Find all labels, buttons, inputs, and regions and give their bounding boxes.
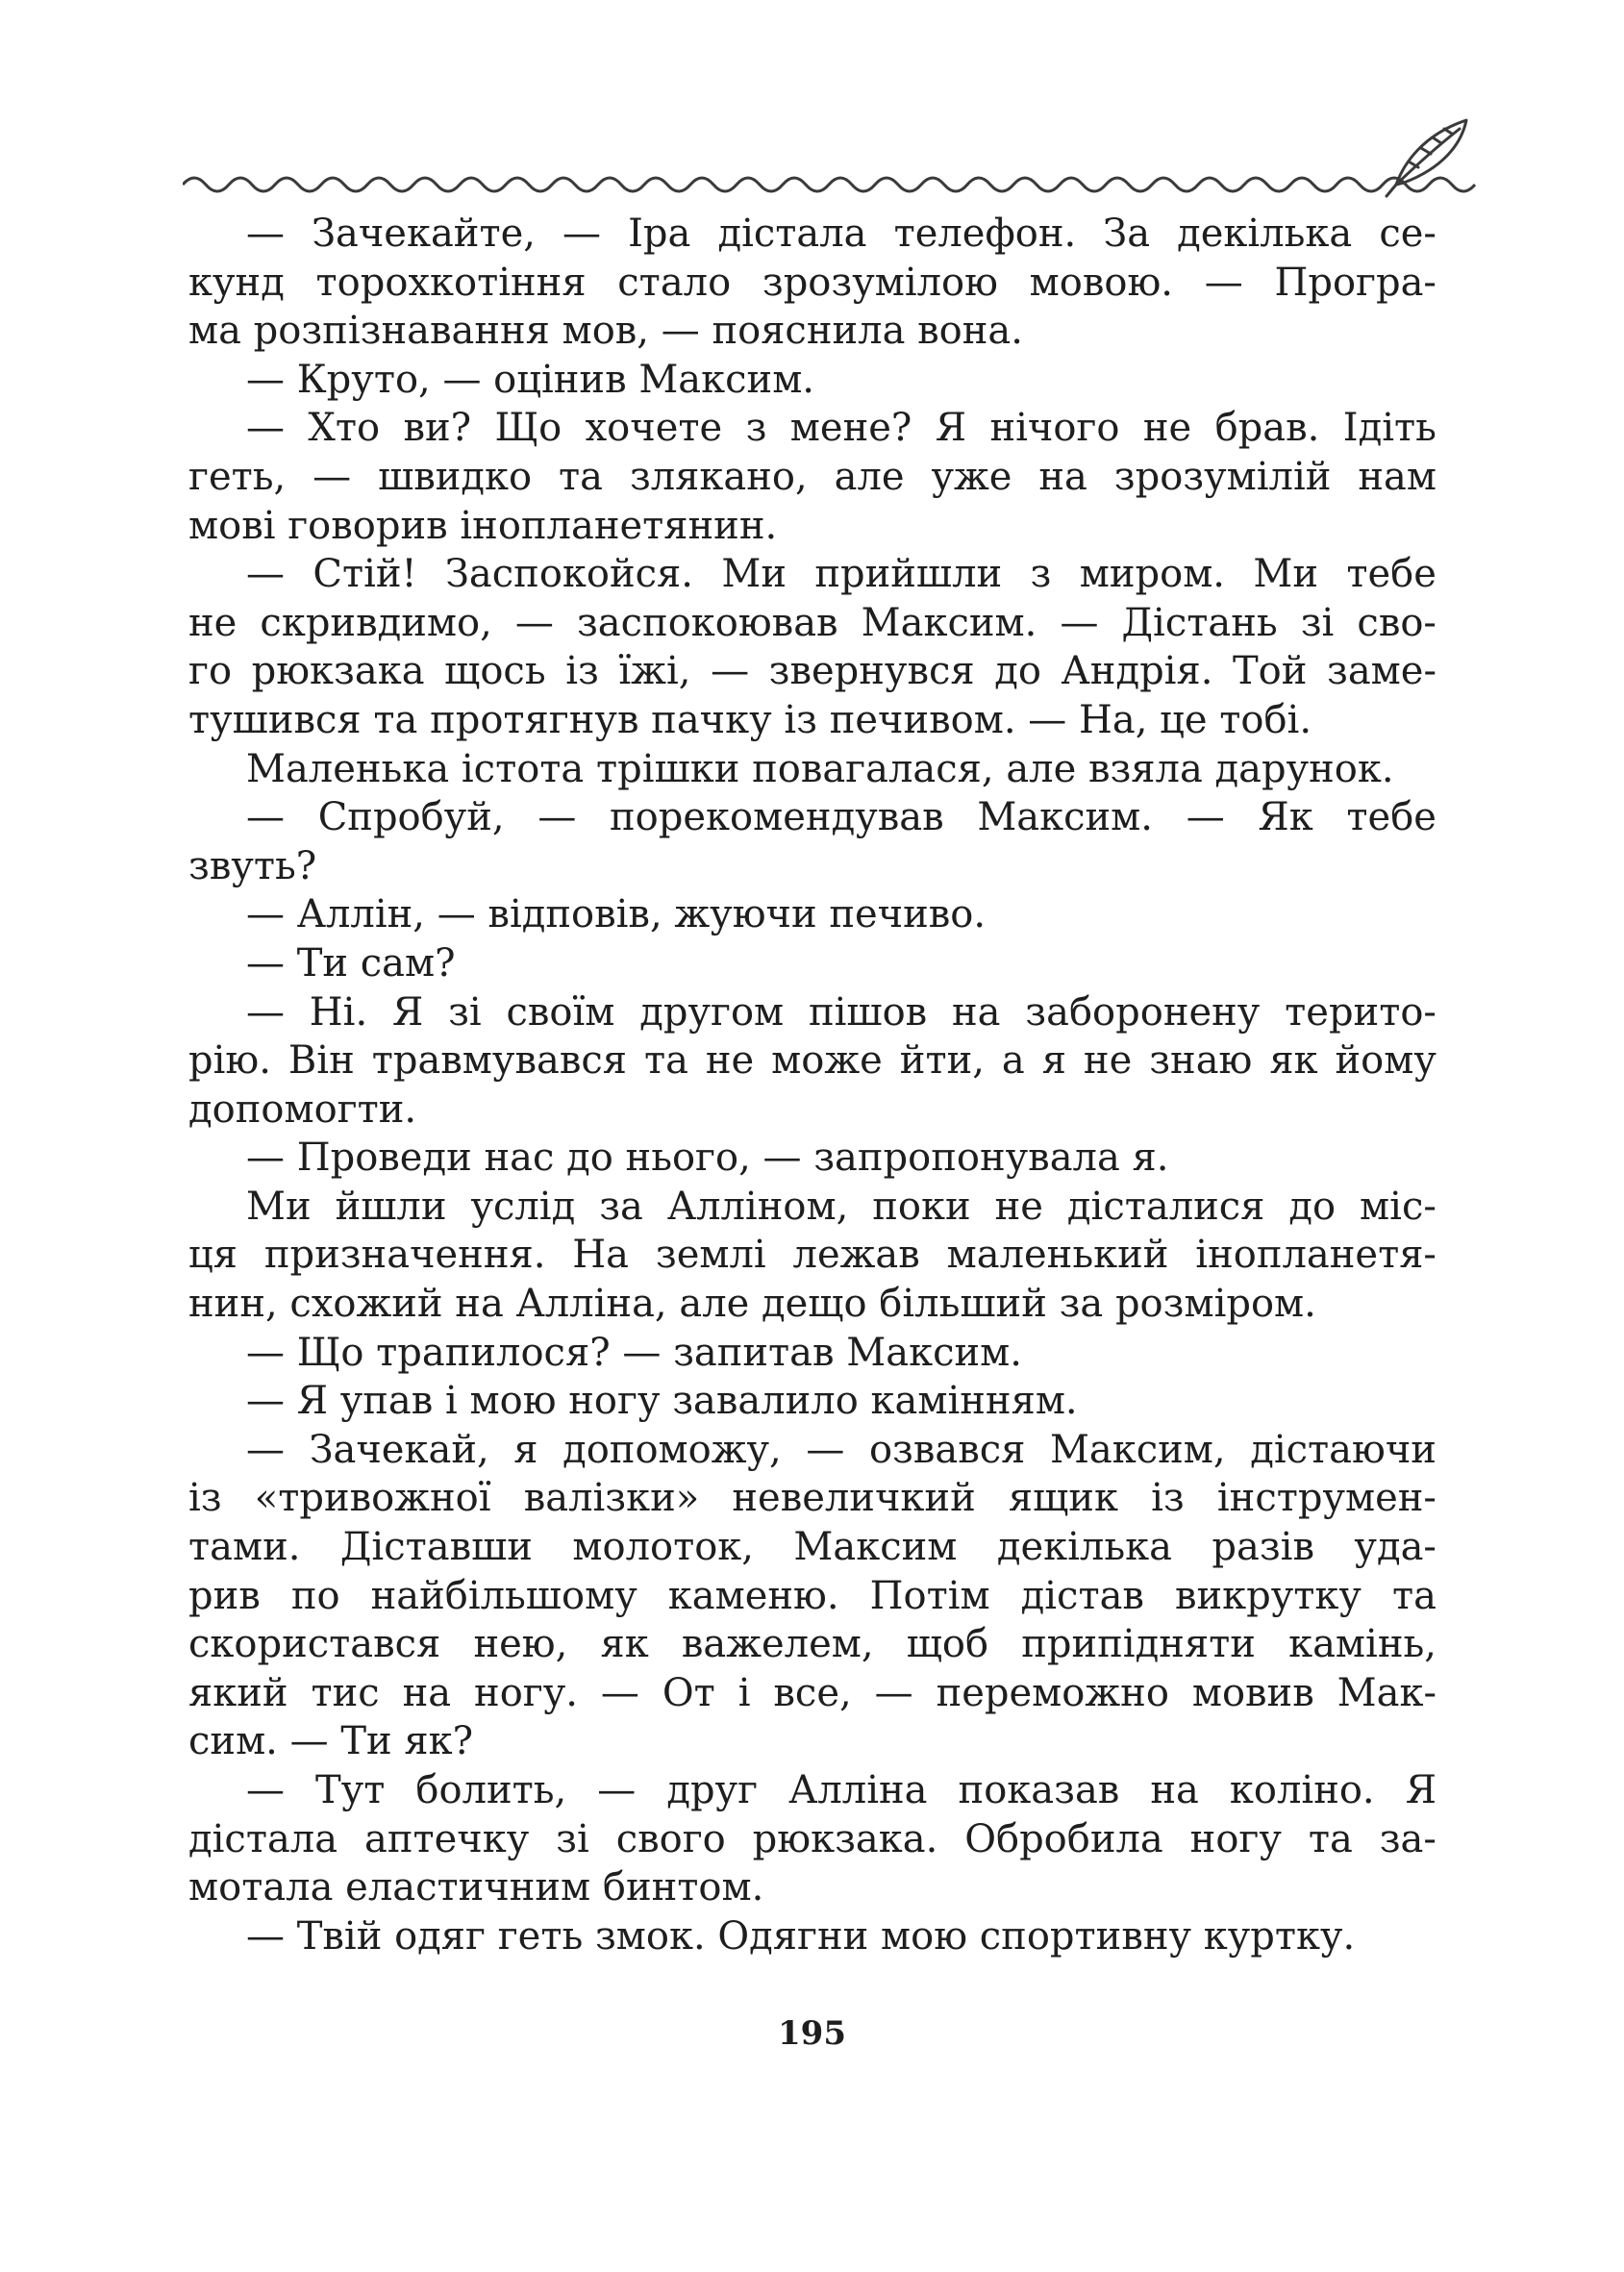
word: озвався — [868, 1427, 1026, 1472]
body-text — [188, 210, 1437, 1960]
word: по — [290, 1573, 340, 1618]
word: валізки» — [523, 1476, 700, 1521]
word: заспокоював — [576, 600, 838, 645]
text-line — [188, 1523, 1437, 1572]
word: дістала — [188, 1816, 338, 1861]
word: Ідіть — [1342, 406, 1437, 451]
word: із — [1151, 1476, 1185, 1521]
word: — — [597, 1768, 637, 1812]
word: Хто — [308, 406, 381, 451]
text-line — [188, 1426, 1437, 1475]
word: Стій! — [312, 552, 417, 597]
text-line-content: ма розпізнавання мов, — пояснила вона. — [188, 309, 1023, 354]
word: на — [951, 989, 1001, 1035]
word: Я — [1405, 1768, 1437, 1812]
text-line — [188, 890, 1437, 939]
word: нічого — [989, 406, 1120, 451]
word: разів — [1212, 1525, 1314, 1570]
word: Заспокойся. — [444, 552, 693, 597]
word: йшли — [335, 1184, 447, 1229]
word: ви? — [403, 406, 472, 451]
text-line — [188, 259, 1437, 308]
word: мене? — [789, 406, 912, 451]
word: на — [1038, 454, 1087, 499]
text-line — [188, 404, 1437, 453]
word: Ми — [1253, 552, 1319, 597]
word: щоб — [906, 1622, 989, 1667]
word: Максим — [793, 1525, 958, 1570]
word: звернувся — [768, 649, 975, 694]
word: невеличкий — [732, 1476, 976, 1521]
word: їжі, — [618, 649, 691, 694]
text-line — [188, 745, 1437, 794]
word: зі — [448, 989, 482, 1035]
word: як — [600, 1622, 649, 1667]
text-line — [188, 1863, 1437, 1912]
word: нам — [1358, 454, 1437, 499]
word: болить, — [415, 1768, 567, 1812]
word: але — [834, 454, 905, 499]
word: декілька — [996, 1525, 1172, 1570]
word: та — [643, 1038, 688, 1084]
word: Ні. — [309, 989, 368, 1035]
word: дістала — [717, 212, 867, 256]
word: — — [246, 989, 285, 1035]
word: друг — [666, 1768, 759, 1812]
word: — — [562, 212, 602, 256]
word: — — [1060, 600, 1099, 645]
word: брав. — [1214, 406, 1320, 451]
text-line — [188, 1231, 1437, 1280]
word: За — [1103, 212, 1151, 256]
word: — — [246, 795, 285, 840]
word: швидко — [378, 454, 533, 499]
wavy-line — [183, 178, 1475, 191]
word: камінь, — [1288, 1622, 1437, 1667]
word: скривдимо, — [260, 600, 492, 645]
word: і — [737, 1670, 751, 1715]
text-line — [188, 599, 1437, 648]
text-line-content: звуть? — [188, 843, 317, 888]
word: геть, — [188, 454, 287, 499]
text-line — [188, 647, 1437, 696]
word: телефон. — [893, 212, 1077, 256]
word: тис — [311, 1670, 380, 1715]
text-line — [188, 210, 1437, 259]
text-line — [188, 1912, 1437, 1961]
word: травмувався — [371, 1038, 627, 1084]
word: не — [1142, 406, 1192, 451]
word: хочете — [585, 406, 723, 451]
word: допоможу, — [562, 1427, 782, 1472]
word: маленький — [946, 1233, 1169, 1278]
word: злякано, — [629, 454, 808, 499]
text-line — [188, 696, 1437, 745]
word: коліно. — [1229, 1768, 1375, 1812]
word: не — [188, 600, 237, 645]
word: пішов — [808, 989, 928, 1035]
word: Алліном, — [666, 1184, 849, 1229]
text-line — [188, 988, 1437, 1037]
word: Що — [494, 406, 562, 451]
word: аптечку — [363, 1816, 530, 1861]
word: може — [771, 1038, 883, 1084]
word: ногу. — [474, 1670, 578, 1715]
word: рію. — [188, 1038, 271, 1084]
word: щось — [444, 649, 546, 694]
word: Обробила — [964, 1816, 1163, 1861]
word: рюкзака — [251, 649, 425, 694]
word: каменю. — [667, 1573, 839, 1618]
word: зрозумілою — [762, 260, 998, 305]
word: переможно — [936, 1670, 1169, 1715]
word: — — [711, 649, 750, 694]
word: прийшли — [814, 552, 1003, 597]
text-line-content: Маленька істота трішки повагалася, але взяла дарунок. — [246, 746, 1394, 791]
text-line — [188, 1134, 1437, 1183]
word: Андрія. — [1061, 649, 1213, 694]
word: — — [1186, 795, 1225, 840]
word: за — [599, 1184, 643, 1229]
word: як — [1269, 1038, 1318, 1084]
word: миром. — [1079, 552, 1226, 597]
word: Максим. — [977, 795, 1154, 840]
word: — — [806, 1427, 845, 1472]
word: заме- — [1327, 649, 1437, 694]
word: найбільшому — [370, 1573, 637, 1618]
word: Зачекайте, — [312, 212, 536, 256]
word: Іра — [628, 212, 691, 256]
text-line — [188, 1572, 1437, 1621]
word: уже — [931, 454, 1012, 499]
wavy-line-with-quill-icon — [183, 106, 1500, 212]
word: Ми — [246, 1184, 312, 1229]
word: мовив — [1191, 1670, 1314, 1715]
word: та — [1308, 1816, 1353, 1861]
word: Ми — [721, 552, 787, 597]
text-line — [188, 502, 1437, 551]
word: за- — [1379, 1816, 1437, 1861]
word: дісталися — [1066, 1184, 1265, 1229]
text-line-content: — Ти сам? — [246, 940, 456, 986]
word: тебе — [1346, 552, 1437, 597]
word: Діставши — [339, 1525, 533, 1570]
text-line — [188, 842, 1437, 891]
word: нею, — [473, 1622, 568, 1667]
text-line — [188, 1474, 1437, 1523]
text-line — [188, 1377, 1437, 1426]
word: Я — [391, 989, 424, 1035]
word: із — [188, 1476, 222, 1521]
word: рюкзака. — [752, 1816, 938, 1861]
word: своїм — [506, 989, 615, 1035]
word: — — [600, 1670, 639, 1715]
word: який — [188, 1670, 288, 1715]
word: йому — [1335, 1038, 1437, 1084]
word: ця — [188, 1233, 237, 1278]
text-line-content: — Круто, — оцінив Максим. — [246, 357, 815, 402]
word: та — [559, 454, 604, 499]
text-line — [188, 1766, 1437, 1815]
word: сво- — [1357, 600, 1437, 645]
text-line — [188, 1183, 1437, 1232]
word: з — [745, 406, 767, 451]
word: на — [1150, 1768, 1199, 1812]
word: все, — [773, 1670, 852, 1715]
word: От — [662, 1670, 715, 1715]
word: — — [246, 1427, 285, 1472]
word: дістав — [1020, 1573, 1144, 1618]
word: скористався — [188, 1622, 441, 1667]
text-line-content: нин, схожий на Алліна, але дещо більший за розміром. — [188, 1282, 1316, 1327]
word: — — [537, 795, 577, 840]
word: услід — [470, 1184, 576, 1229]
word: не — [994, 1184, 1043, 1229]
text-line — [188, 550, 1437, 599]
word: уда- — [1354, 1525, 1437, 1570]
word: ящик — [1008, 1476, 1118, 1521]
text-line — [188, 1669, 1437, 1718]
text-line — [188, 1815, 1437, 1864]
word: се- — [1379, 212, 1437, 256]
text-line — [188, 1329, 1437, 1378]
word: зрозумілій — [1113, 454, 1332, 499]
word: На — [572, 1233, 630, 1278]
word: важелем, — [681, 1622, 874, 1667]
word: землі — [655, 1233, 766, 1278]
word: Потім — [869, 1573, 990, 1618]
word: молоток, — [572, 1525, 754, 1570]
word: заборонену — [1025, 989, 1261, 1035]
word: показав — [958, 1768, 1120, 1812]
word: лежав — [792, 1233, 920, 1278]
text-line — [188, 307, 1437, 356]
text-line-content: — Аллін, — відповів, жуючи печиво. — [246, 892, 987, 937]
text-line-content: допомогти. — [188, 1086, 417, 1132]
word: інструмен- — [1216, 1476, 1437, 1521]
word: Програ- — [1274, 260, 1437, 305]
word: тами. — [188, 1525, 301, 1570]
word: — — [246, 406, 285, 451]
text-line-content: — Проведи нас до нього, — запропонувала я. — [246, 1136, 1169, 1181]
word: терито- — [1285, 989, 1437, 1035]
word: Максим, — [1049, 1427, 1226, 1472]
word: поки — [872, 1184, 971, 1229]
text-line-content: мові говорив інопланетянин. — [188, 503, 778, 548]
word: кунд — [188, 260, 285, 305]
quill-icon — [1387, 120, 1466, 196]
word: Тут — [315, 1768, 386, 1812]
word: зі — [556, 1816, 589, 1861]
word: призначення. — [263, 1233, 546, 1278]
word: Я — [935, 406, 967, 451]
text-line — [188, 939, 1437, 988]
word: порекомендував — [610, 795, 944, 840]
word: Спробуй, — [317, 795, 505, 840]
text-line-content: мотала еластичним бинтом. — [188, 1865, 764, 1910]
text-line — [188, 793, 1437, 842]
text-line — [188, 1086, 1437, 1135]
word: го — [188, 649, 233, 694]
word: — — [246, 1768, 285, 1812]
word: стало — [617, 260, 732, 305]
word: до — [994, 649, 1041, 694]
word: не — [1083, 1038, 1133, 1084]
word: — — [514, 600, 554, 645]
word: декілька — [1177, 212, 1353, 256]
word: інопланетя- — [1195, 1233, 1437, 1278]
word: ногу — [1189, 1816, 1282, 1861]
word: тебе — [1346, 795, 1437, 840]
word: Мак- — [1337, 1670, 1437, 1715]
text-line-content: — Я упав і мою ногу завалило камінням. — [246, 1379, 1078, 1424]
word: — — [246, 552, 285, 597]
word: «тривожної — [254, 1476, 491, 1521]
word: торохкотіння — [315, 260, 587, 305]
word: знаю — [1149, 1038, 1253, 1084]
word: зі — [1300, 600, 1335, 645]
word: рив — [188, 1573, 261, 1618]
word: Той — [1233, 649, 1308, 694]
text-line-content: — Що трапилося? — запитав Максим. — [246, 1330, 1022, 1375]
word: мовою. — [1029, 260, 1174, 305]
word: дістаючи — [1250, 1427, 1437, 1472]
text-line — [188, 1620, 1437, 1669]
word: припідняти — [1021, 1622, 1256, 1667]
word: я — [1041, 1038, 1066, 1084]
word: Алліна — [788, 1768, 928, 1812]
text-line-content: сим. — Ти як? — [188, 1719, 474, 1764]
word: — — [312, 454, 352, 499]
word: міс- — [1360, 1184, 1437, 1229]
word: другом — [639, 989, 785, 1035]
word: Дістань — [1121, 600, 1278, 645]
word: викрутку — [1174, 1573, 1362, 1618]
word: на — [402, 1670, 452, 1715]
word: йти, — [899, 1038, 985, 1084]
page-number: 195 — [778, 2014, 846, 2053]
text-line — [188, 1036, 1437, 1086]
word: не — [705, 1038, 755, 1084]
word: Зачекай, — [309, 1427, 489, 1472]
word: Він — [287, 1038, 355, 1084]
word: з — [1030, 552, 1052, 597]
word: — — [874, 1670, 913, 1715]
text-line — [188, 1280, 1437, 1329]
word: із — [565, 649, 599, 694]
word: Як — [1258, 795, 1313, 840]
word: до — [1288, 1184, 1337, 1229]
text-line — [188, 1717, 1437, 1766]
text-line-content: — Твій одяг геть змок. Одягни мою спортивну куртку. — [246, 1913, 1356, 1959]
text-line-content: тушився та протягнув пачку із печивом. — На, це тобі. — [188, 697, 1312, 742]
word: — — [246, 212, 285, 256]
word: — — [1204, 260, 1243, 305]
text-line — [188, 356, 1437, 405]
word: та — [1391, 1573, 1437, 1618]
word: я — [513, 1427, 538, 1472]
word: свого — [615, 1816, 726, 1861]
word: Максим. — [861, 600, 1037, 645]
text-line — [188, 453, 1437, 502]
word: а — [1001, 1038, 1025, 1084]
